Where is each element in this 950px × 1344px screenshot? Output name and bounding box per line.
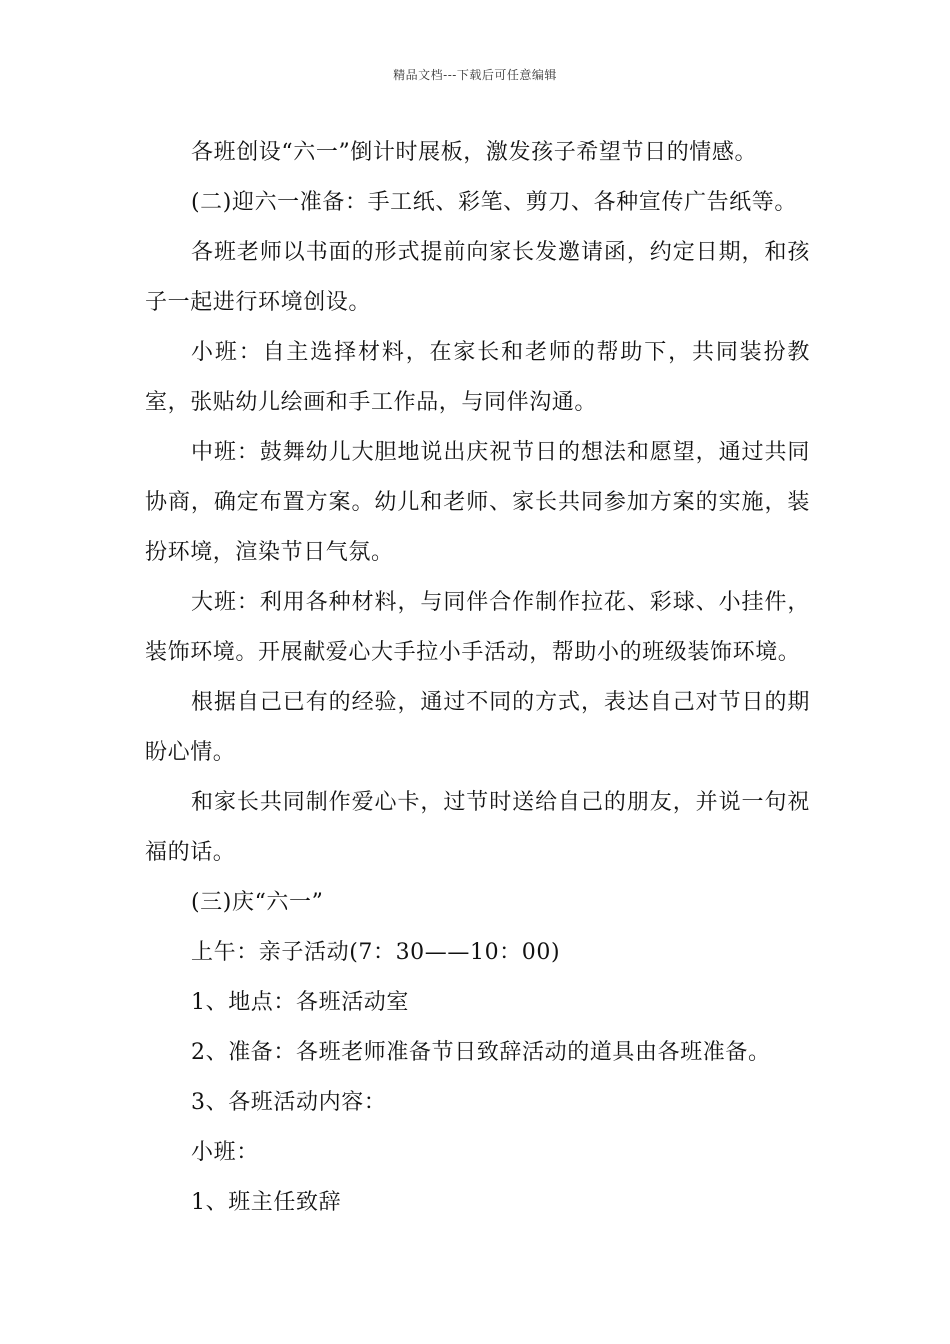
list-item: 3、各班活动内容： — [191, 1090, 387, 1115]
paragraph: 中班：鼓舞幼儿大胆地说出庆祝节日的想法和愿望，通过共同协商，确定布置方案。幼儿和老师、家长共同参加方案的实施，装扮环境，渲染节日气氛。 — [145, 440, 810, 565]
paragraph: 各班创设“六一”倒计时展板，激发孩子希望节日的情感。 — [191, 140, 758, 165]
paragraph: 根据自己已有的经验，通过不同的方式，表达自己对节日的期盼心情。 — [145, 690, 810, 765]
paragraph: 大班：利用各种材料，与同伴合作制作拉花、彩球、小挂件，装饰环境。开展献爱心大手拉小手活动，帮助小的班级装饰环境。 — [145, 590, 810, 665]
document-body — [145, 128, 810, 1228]
page-header: 精品文档---下载后可任意编辑 — [393, 68, 557, 82]
paragraph: 和家长共同制作爱心卡，过节时送给自己的朋友，并说一句祝福的话。 — [145, 790, 810, 865]
list-item: 1、地点：各班活动室 — [191, 990, 409, 1015]
paragraph: 各班老师以书面的形式提前向家长发邀请函，约定日期，和孩子一起进行环境创设。 — [145, 240, 810, 315]
paragraph: 小班：自主选择材料，在家长和老师的帮助下，共同装扮教室，张贴幼儿绘画和手工作品，与同伴沟通。 — [145, 340, 810, 415]
paragraph: (二)迎六一准备：手工纸、彩笔、剪刀、各种宣传广告纸等。 — [191, 190, 797, 215]
list-item: 1、班主任致辞 — [191, 1190, 342, 1215]
paragraph: 上午：亲子活动(7：30——10：00) — [191, 940, 561, 965]
paragraph: 小班： — [191, 1140, 259, 1165]
section-heading: (三)庆“六一” — [191, 890, 324, 915]
list-item: 2、准备：各班老师准备节日致辞活动的道具由各班准备。 — [191, 1040, 771, 1065]
